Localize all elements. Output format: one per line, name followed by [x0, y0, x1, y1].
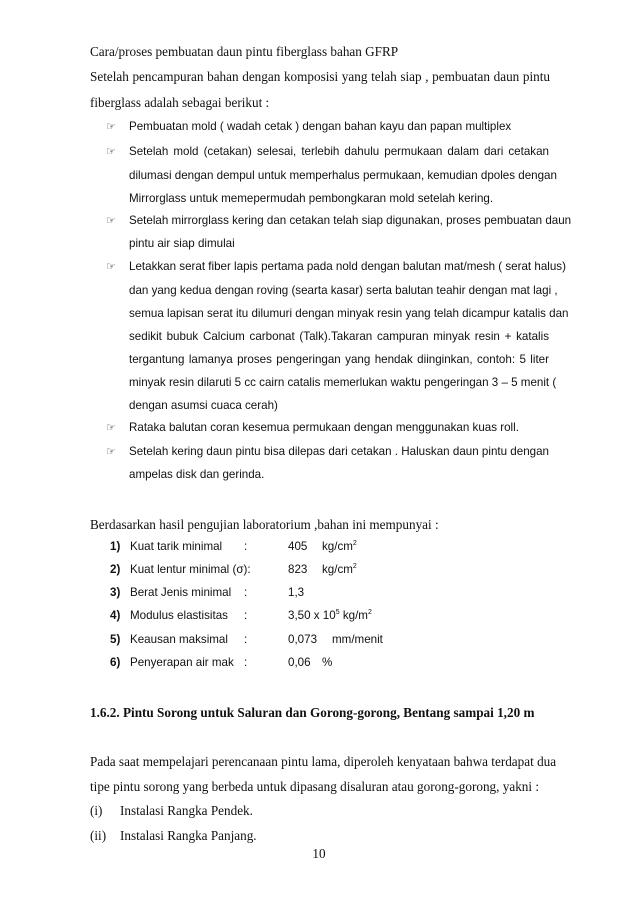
property-value: 0,06 [288, 656, 311, 669]
unit-text: kg/cm [322, 563, 353, 576]
property-value [288, 609, 372, 622]
property-name: Berat Jenis minimal [130, 586, 232, 599]
property-unit [322, 563, 357, 576]
unit-exponent: 2 [352, 540, 357, 548]
pointing-hand-icon: ☞ [106, 422, 116, 434]
value-text: 3,50 x 10 [288, 609, 336, 622]
property-number: 5) [110, 633, 121, 646]
property-name: Keausan maksimal [130, 633, 228, 646]
section-text-line-1: Pada saat mempelajari perencanaan pintu lama, diperoleh kenyataan bahwa terdapat dua [90, 754, 557, 769]
bullet-6-line-1: Setelah kering daun pintu bisa dilepas dari cetakan . Haluskan daun pintu dengan [129, 445, 549, 458]
page-number: 10 [312, 846, 326, 861]
section-text-line-2: tipe pintu sorong yang berbeda untuk dipasang disaluran atau gorong-gorong, yakni : [90, 779, 540, 794]
property-name: Kuat lentur minimal (σ): [130, 563, 251, 576]
property-number: 1) [110, 540, 121, 553]
intro-line-2: Setelah pencampuran bahan dengan komposisi yang telah siap , pembuatan daun pintu [90, 69, 550, 84]
property-number: 6) [110, 656, 121, 669]
property-colon: : [244, 656, 248, 669]
property-value: 823 [288, 563, 308, 576]
bullet-4-line-2: dan yang kedua dengan roving (searta kasar) serta balutan teahir dengan mat lagi , [129, 284, 558, 297]
property-value: 405 [288, 540, 308, 553]
lab-intro: Berdasarkan hasil pengujian laboratorium ,bahan ini mempunyai : [90, 517, 439, 532]
bullet-3-line-1: Setelah mirrorglass kering dan cetakan telah siap digunakan, proses pembuatan daun [129, 214, 572, 227]
bullet-2-line-3: Mirrorglass untuk memepermudah pembongkaran mold setelah kering. [129, 192, 494, 205]
unit-text: kg/m [339, 609, 368, 622]
pointing-hand-icon: ☞ [106, 121, 116, 133]
property-number: 2) [110, 563, 121, 576]
intro-line-3: fiberglass adalah sebagai berikut : [90, 95, 270, 110]
bullet-4-line-1: Letakkan serat fiber lapis pertama pada nold dengan balutan mat/mesh ( serat halus) [129, 260, 566, 273]
bullet-4-line-4: sedikit bubuk Calcium carbonat (Talk).Takaran campuran minyak resin + katalis [129, 330, 549, 343]
property-name: Modulus elastisitas [130, 609, 228, 622]
bullet-2-line-2: dilumasi dengan dempul untuk memperhalus permukaan, kemudian dpoles dengan [129, 169, 557, 182]
bullet-4-line-6: minyak resin dilaruti 5 cc cairn catalis memerlukan waktu pengeringan 3 – 5 menit ( [129, 376, 557, 389]
property-number: 3) [110, 586, 121, 599]
unit-text: kg/cm [322, 540, 353, 553]
property-colon: : [244, 609, 248, 622]
intro-line-1: Cara/proses pembuatan daun pintu fiberglass bahan GFRP [90, 44, 399, 59]
bullet-1-line-1: Pembuatan mold ( wadah cetak ) dengan bahan kayu dan papan multiplex [129, 120, 512, 133]
pointing-hand-icon: ☞ [106, 446, 116, 458]
property-colon: : [244, 586, 248, 599]
property-value: 1,3 [288, 586, 305, 599]
bullet-6-line-2: ampelas disk dan gerinda. [129, 468, 265, 481]
bullet-4-line-3: semua lapisan serat itu dilumuri dengan minyak resin yang telah dicampur katalis dan [129, 307, 569, 320]
property-colon: : [244, 633, 248, 646]
unit-exponent: 2 [352, 563, 357, 571]
type-text: Instalasi Rangka Panjang. [120, 828, 257, 843]
property-value: 0,073 [288, 633, 318, 646]
pointing-hand-icon: ☞ [106, 261, 116, 273]
type-label: (ii) [90, 828, 107, 843]
property-unit: mm/menit [332, 633, 383, 646]
property-unit: % [322, 656, 333, 669]
property-colon: : [244, 540, 248, 553]
type-label: (i) [90, 803, 103, 818]
property-number: 4) [110, 609, 121, 622]
section-heading: 1.6.2. Pintu Sorong untuk Saluran dan Gorong-gorong, Bentang sampai 1,20 m [90, 705, 535, 720]
pointing-hand-icon: ☞ [106, 215, 116, 227]
value-exponent: 5 [335, 609, 340, 617]
bullet-4-line-7: dengan asumsi cuaca cerah) [129, 399, 278, 412]
property-unit [322, 540, 357, 553]
property-name: Penyerapan air mak [130, 656, 234, 669]
pointing-hand-icon: ☞ [106, 146, 116, 158]
type-text: Instalasi Rangka Pendek. [120, 803, 253, 818]
unit-exponent: 2 [367, 609, 372, 617]
bullet-2-line-1: Setelah mold (cetakan) selesai, terlebih dahulu permukaan dalam dari cetakan [129, 145, 549, 158]
bullet-4-line-5: tergantung lamanya proses pengeringan yang hendak diinginkan, contoh: 5 liter [129, 353, 549, 366]
bullet-3-line-2: pintu air siap dimulai [129, 237, 235, 250]
property-name: Kuat tarik minimal [130, 540, 223, 553]
bullet-5-line-1: Rataka balutan coran kesemua permukaan dengan menggunakan kuas roll. [129, 421, 519, 434]
